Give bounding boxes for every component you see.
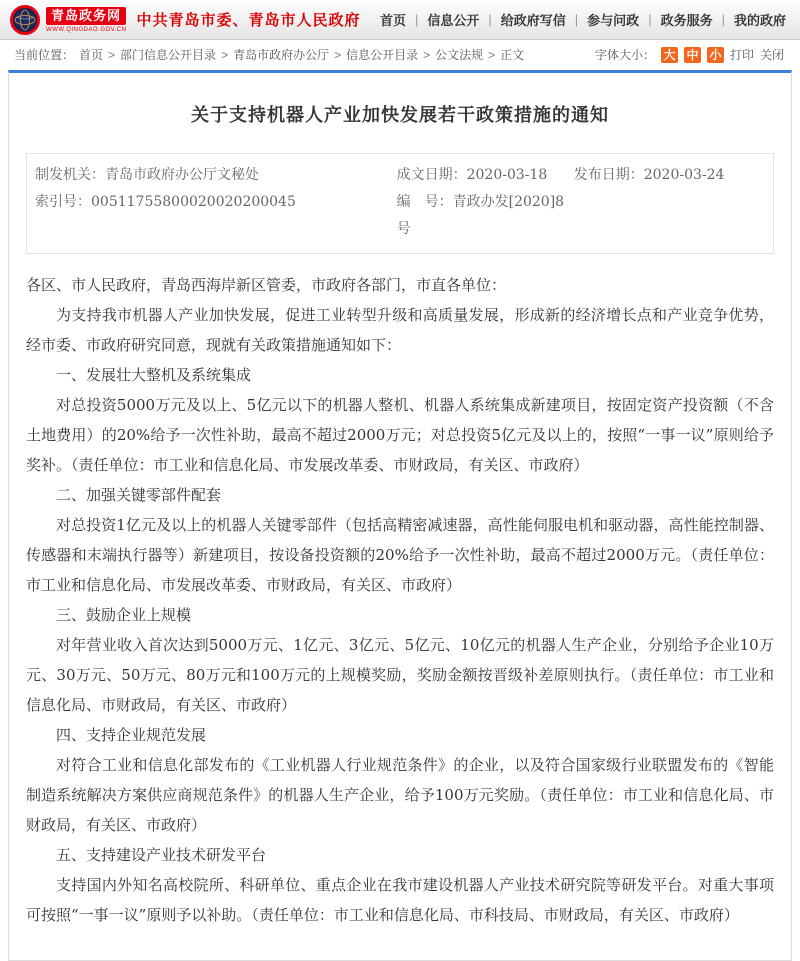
meta-number-label: 编 号： — [396, 194, 453, 210]
nav-separator: | — [721, 12, 725, 27]
nav-separator: | — [488, 12, 492, 27]
font-size-label: 字体大小： — [594, 48, 655, 62]
meta-index-value: 00511755800020020200045 — [91, 194, 296, 210]
globe-icon — [10, 5, 40, 35]
document-title: 关于支持机器人产业加快发展若干政策措施的通知 — [191, 105, 609, 126]
breadcrumb-item-official-docs[interactable]: 公文法规 — [435, 48, 484, 62]
font-size-small-button[interactable]: 小 — [707, 47, 724, 63]
breadcrumb-separator: > — [108, 47, 116, 62]
meta-number — [397, 189, 574, 243]
breadcrumb-item-info-directory[interactable]: 信息公开目录 — [346, 48, 419, 62]
document-meta-box — [26, 153, 774, 254]
site-slogan: 中共青岛市委、青岛市人民政府 — [136, 12, 361, 29]
meta-date-published — [574, 162, 773, 189]
meta-number-value: 青政办发[2020]8号 — [396, 194, 565, 237]
font-size-large-button[interactable]: 大 — [661, 47, 678, 63]
nav-separator: | — [574, 12, 579, 27]
breadcrumb-label: 当前位置： — [14, 48, 75, 62]
breadcrumb-separator: > — [423, 47, 431, 62]
nav-item-write-to-gov[interactable]: 给政府写信 — [500, 13, 566, 28]
meta-date-written-value: 2020-03-18 — [466, 167, 548, 183]
site-brand — [46, 7, 126, 33]
font-size-medium-button[interactable]: 中 — [684, 47, 701, 63]
site-logo[interactable] — [10, 5, 126, 35]
section-heading-2: 二、加强关键零部件配套 — [56, 486, 222, 504]
meta-date-published-value: 2020-03-24 — [643, 167, 725, 183]
section-body-3: 对年营业收入首次达到5000万元、1亿元、3亿元、5亿元、10亿元的机器人生产企业，分别给予企业10万元、30万元、50万元、80万元和100万元的上规模奖励，奖励金额按晋级补差原则执行。（责任单位：市工业和信息化局、市财政局，有关区、市政府） — [26, 636, 774, 714]
meta-date-written — [397, 162, 574, 189]
paragraph-salutation: 各区、市人民政府，青岛西海岸新区管委，市政府各部门，市直各单位： — [26, 276, 507, 294]
meta-date-written-label: 成文日期： — [396, 167, 467, 183]
site-url: WWW.QINGDAO.GOV.CN — [46, 26, 127, 33]
paragraph-intro: 为支持我市机器人产业加快发展，促进工业转型升级和高质量发展，形成新的经济增长点和产业竞争优势，经市委、市政府研究同意，现就有关政策措施通知如下： — [26, 306, 774, 354]
document-body — [26, 270, 774, 930]
section-body-2: 对总投资1亿元及以上的机器人关键零部件（包括高精密减速器，高性能伺服电机和驱动器，高性能控制器、传感器和末端执行器等）新建项目，按设备投资额的20%给予一次性补助，最高不超过2000万元。（责任单位：市工业和信息化局、市发展改革委、市财政局，有关区、市政府） — [26, 516, 774, 594]
close-button[interactable]: 关闭 — [759, 48, 784, 62]
breadcrumb — [14, 46, 524, 63]
section-heading-1: 一、发展壮大整机及系统集成 — [56, 366, 252, 384]
meta-issuer-value: 青岛市政府办公厅文秘处 — [105, 167, 259, 183]
site-name: 青岛政务网 — [46, 7, 126, 25]
breadcrumb-row — [0, 40, 800, 69]
meta-row-1 — [35, 162, 773, 189]
meta-issuer-label: 制发机关： — [35, 167, 105, 183]
breadcrumb-item-dept-directory[interactable]: 部门信息公开目录 — [120, 48, 217, 62]
top-navigation — [380, 10, 786, 29]
meta-date-published-label: 发布日期： — [573, 167, 644, 183]
top-header-bar — [0, 0, 800, 40]
nav-item-info-disclosure[interactable]: 信息公开 — [427, 13, 480, 28]
page-tools — [595, 46, 784, 63]
breadcrumb-separator: > — [334, 47, 342, 62]
section-heading-4: 四、支持企业规范发展 — [56, 726, 207, 744]
section-heading-3: 三、鼓励企业上规模 — [56, 606, 192, 624]
nav-separator: | — [648, 12, 652, 27]
print-button[interactable]: 打印 — [729, 48, 754, 62]
section-heading-5: 五、支持建设产业技术研发平台 — [56, 846, 267, 864]
meta-empty-cell — [574, 189, 773, 243]
nav-item-home[interactable]: 首页 — [379, 13, 406, 28]
nav-separator: | — [414, 12, 419, 27]
breadcrumb-item-gov-office[interactable]: 青岛市政府办公厅 — [233, 48, 330, 62]
meta-row-2 — [35, 189, 773, 243]
breadcrumb-item-home[interactable]: 首页 — [79, 48, 104, 62]
breadcrumb-item-current: 正文 — [500, 48, 525, 62]
nav-item-services[interactable]: 政务服务 — [660, 13, 713, 28]
breadcrumb-separator: > — [221, 47, 229, 62]
breadcrumb-separator: > — [488, 47, 496, 62]
meta-index — [35, 189, 397, 243]
meta-issuer — [35, 162, 397, 189]
section-body-5: 支持国内外知名高校院所、科研单位、重点企业在我市建设机器人产业技术研究院等研发平台。对重大事项可按照“一事一议”原则予以补助。（责任单位：市工业和信息化局、市科技局、市财政局，有关区、市政府） — [26, 876, 774, 924]
document-container — [8, 70, 792, 961]
meta-index-label: 索引号： — [35, 194, 91, 210]
section-body-4: 对符合工业和信息化部发布的《工业机器人行业规范条件》的企业，以及符合国家级行业联盟发布的《智能制造系统解决方案供应商规范条件》的机器人生产企业，给予100万元奖励。（责任单位：市工业和信息化局、市财政局，有关区、市政府） — [26, 756, 774, 834]
nav-item-participate[interactable]: 参与问政 — [587, 13, 640, 28]
section-body-1: 对总投资5000万元及以上、5亿元以下的机器人整机、机器人系统集成新建项目，按固定资产投资额（不含土地费用）的20%给予一次性补助，最高不超过2000万元；对总投资5亿元及以上的，按照“一事一议”原则给予奖补。（责任单位：市工业和信息化局、市发展改革委、市财政局，有关区、市政府） — [26, 396, 774, 474]
nav-item-my-gov[interactable]: 我的政府 — [733, 13, 786, 28]
